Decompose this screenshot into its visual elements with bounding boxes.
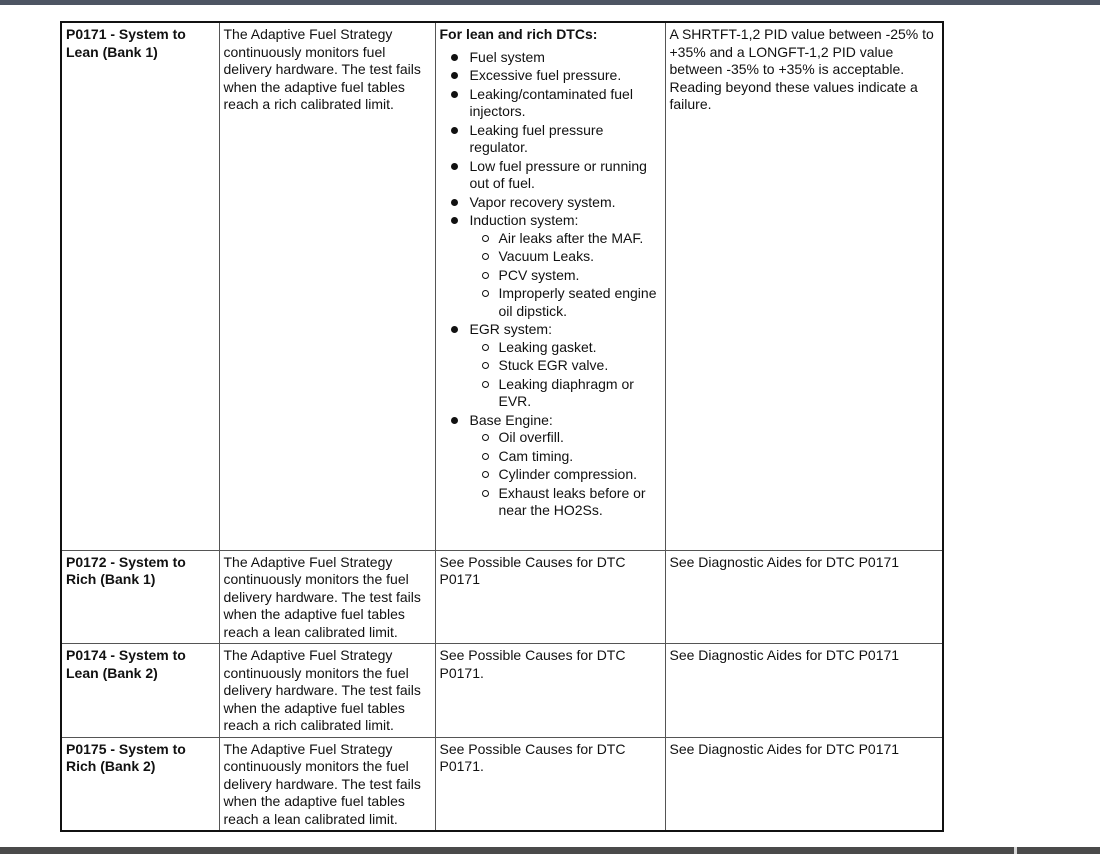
diagnostic-aides-cell <box>665 737 943 831</box>
diagnostic-aides: See Diagnostic Aides for DTC P0171 <box>669 647 900 663</box>
diagnostic-aides: See Diagnostic Aides for DTC P0171 <box>669 740 900 757</box>
sub-list-item: Cam timing. <box>476 448 661 466</box>
circle-bullet-icon <box>482 272 489 279</box>
bullet-icon <box>451 127 458 134</box>
possible-causes-cell <box>435 737 665 831</box>
sub-list-item: PCV system. <box>476 267 661 285</box>
sub-list <box>470 230 661 321</box>
bullet-icon <box>451 72 458 79</box>
bullet-icon <box>451 217 458 224</box>
bullet-icon <box>451 417 458 424</box>
diagnostic-aides: See Diagnostic Aides for DTC P0171 <box>669 553 900 570</box>
circle-bullet-icon <box>482 253 489 260</box>
causes-heading: For lean and rich DTCs: <box>439 26 598 42</box>
sub-list-item: Exhaust leaks before or near the HO2Ss. <box>476 485 661 520</box>
list-item: Excessive fuel pressure. <box>448 67 661 85</box>
sub-list-item: Stuck EGR valve. <box>476 357 661 375</box>
possible-causes-cell <box>435 22 665 550</box>
possible-causes-cell <box>435 550 665 644</box>
sub-list-item: Air leaks after the MAF. <box>476 230 661 248</box>
circle-bullet-icon <box>482 344 489 351</box>
description-cell <box>219 737 435 831</box>
description-cell <box>219 22 435 550</box>
possible-causes-cell <box>435 644 665 738</box>
description-cell <box>219 644 435 738</box>
dtc-table <box>60 21 944 832</box>
table-row <box>61 22 943 550</box>
dtc-code: P0172 - System to Rich (Bank 1) <box>66 553 186 587</box>
diagnostic-aides: A SHRTFT-1,2 PID value between -25% to +35% and a LONGFT-1,2 PID value between -35% to +35% is acceptable. Reading beyond these values indicate a failure. <box>669 26 934 112</box>
dtc-code-cell <box>61 22 219 550</box>
sub-list-item: Vacuum Leaks. <box>476 248 661 266</box>
table-row <box>61 550 943 644</box>
list-item: Leaking fuel pressure regulator. <box>448 122 661 157</box>
dtc-code: P0174 - System to Lean (Bank 2) <box>66 647 186 681</box>
circle-bullet-icon <box>482 471 489 478</box>
circle-bullet-icon <box>482 290 489 297</box>
diagnostic-aides-cell <box>665 644 943 738</box>
sub-list-item: Improperly seated engine oil dipstick. <box>476 285 661 320</box>
bullet-icon <box>451 91 458 98</box>
possible-causes: See Possible Causes for DTC P0171. <box>439 647 626 681</box>
viewer-bottom-bar <box>0 847 1100 854</box>
sub-list <box>470 339 661 411</box>
list-item: EGR system: Leaking gasket. Stuck EGR valve. Leaking diaphragm or EVR. <box>448 321 661 411</box>
possible-causes: See Possible Causes for DTC P0171. <box>439 740 626 774</box>
sub-list-item: Leaking diaphragm or EVR. <box>476 376 661 411</box>
dtc-code-cell <box>61 550 219 644</box>
bottom-bar-separator <box>1014 847 1017 854</box>
circle-bullet-icon <box>482 490 489 497</box>
circle-bullet-icon <box>482 235 489 242</box>
causes-list <box>440 49 661 520</box>
sub-list-item: Leaking gasket. <box>476 339 661 357</box>
dtc-code: P0175 - System to Rich (Bank 2) <box>66 740 186 774</box>
description-cell <box>219 550 435 644</box>
circle-bullet-icon <box>482 362 489 369</box>
bullet-icon <box>451 163 458 170</box>
dtc-description: The Adaptive Fuel Strategy continuously monitors the fuel delivery hardware. The test fails when the adaptive fuel tables reach a rich calibrated limit. <box>223 647 421 733</box>
dtc-code-cell <box>61 644 219 738</box>
table-row <box>61 737 943 831</box>
list-item: Leaking/contaminated fuel injectors. <box>448 86 661 121</box>
dtc-description: The Adaptive Fuel Strategy continuously monitors the fuel delivery hardware. The test fails when the adaptive fuel tables reach a lean calibrated limit. <box>223 553 421 640</box>
bullet-icon <box>451 199 458 206</box>
diagnostic-aides-cell <box>665 22 943 550</box>
list-item: Base Engine: Oil overfill. Cam timing. Cylinder compression. Exhaust leaks before or near the HO2Ss. <box>448 412 661 520</box>
circle-bullet-icon <box>482 381 489 388</box>
list-item: Vapor recovery system. <box>448 194 661 212</box>
bullet-icon <box>451 326 458 333</box>
list-item: Low fuel pressure or running out of fuel. <box>448 158 661 193</box>
dtc-description: The Adaptive Fuel Strategy continuously monitors fuel delivery hardware. The test fails when the adaptive fuel tables reach a rich calibrated limit. <box>223 26 421 112</box>
circle-bullet-icon <box>482 453 489 460</box>
sub-list-item: Cylinder compression. <box>476 466 661 484</box>
list-item: Fuel system <box>448 49 661 67</box>
possible-causes: See Possible Causes for DTC P0171 <box>439 553 626 587</box>
bullet-icon <box>451 54 458 61</box>
dtc-code: P0171 - System to Lean (Bank 1) <box>66 26 186 60</box>
table-row <box>61 644 943 738</box>
viewer-top-bar <box>0 0 1100 5</box>
sub-list <box>470 429 661 520</box>
sub-list-item: Oil overfill. <box>476 429 661 447</box>
dtc-code-cell <box>61 737 219 831</box>
circle-bullet-icon <box>482 434 489 441</box>
dtc-description: The Adaptive Fuel Strategy continuously monitors the fuel delivery hardware. The test fails when the adaptive fuel tables reach a lean calibrated limit. <box>223 740 421 827</box>
diagnostic-aides-cell <box>665 550 943 644</box>
list-item: Induction system: Air leaks after the MAF. Vacuum Leaks. PCV system. Improperly seated engine oil dipstick. <box>448 212 661 320</box>
